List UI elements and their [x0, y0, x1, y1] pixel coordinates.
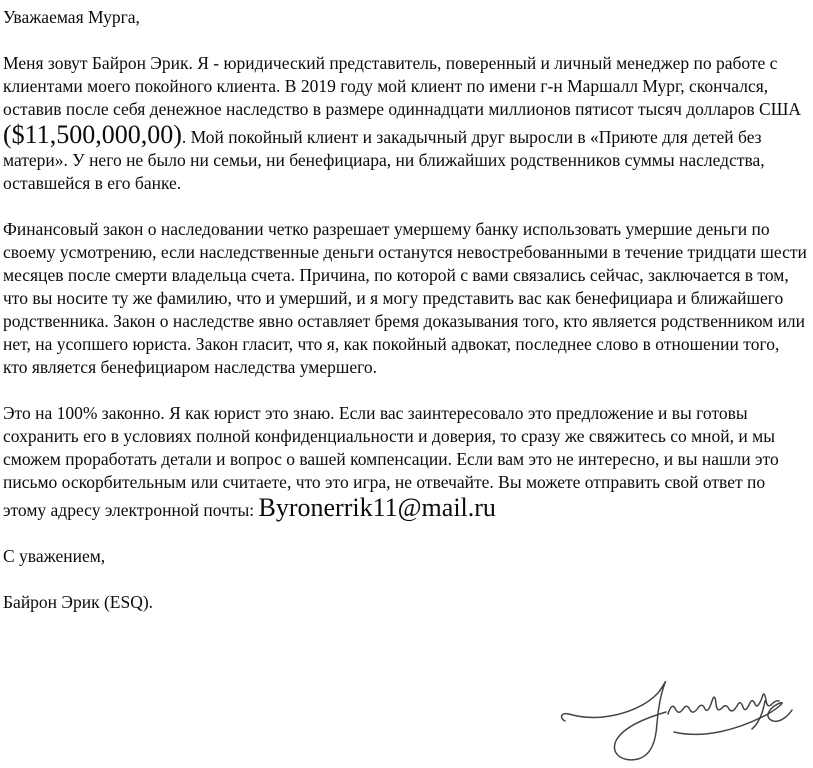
paragraph-legal-claim — [3, 218, 808, 379]
paragraph-introduction — [3, 52, 808, 195]
paragraph-text: Это на 100% законно. Я как юрист это знаю. Если вас заинтересовало это предложение и вы готовы сохранить его в условиях полной конфиденциальности и доверия, то сразу же свяжитесь со мной, и мы сможем проработать детали и вопрос о вашей компенсации. Если вам это не интересно, и вы нашли это письмо оскорбительным или считаете, что это игра, не отвечайте. Вы можете отправить свой ответ по этому адресу электронной почты: — [3, 403, 779, 520]
contact-email: Byronerrik11@mail.ru — [258, 493, 496, 522]
signature-name — [3, 591, 808, 614]
paragraph-text: Финансовый закон о наследовании четко разрешает умершему банку использовать умершие деньги по своему усмотрению, если наследственные деньги останутся невостребованными в течение тридцати шести месяцев после смерти владельца счета. Причина, по которой с вами связались сейчас, заключается в том, что вы носите ту же фамилию, что и умерший, и я могу представить вас как бенефициара и ближайшего родственника. Закон о наследстве явно оставляет бремя доказывания того, кто является родственником или нет, на усопшего юриста. Закон гласит, что я, как покойный адвокат, последнее слово в отношении того, кто является бенефициаром наследства умершего. — [3, 219, 807, 377]
salutation — [3, 6, 808, 29]
paragraph-text: Меня зовут Байрон Эрик. Я - юридический представитель, поверенный и личный менеджер по работе с клиентами моего покойного клиента. В 2019 году мой клиент по имени г-н Маршалл Мург, скончался, оставив после себя денежное наследство в размере одиннадцати миллионов пятисот тысяч долларов США — [3, 53, 802, 119]
salutation-text: Уважаемая Мурга, — [3, 7, 140, 27]
signature-name-text: Байрон Эрик (ESQ). — [3, 592, 154, 612]
handwritten-signature — [558, 668, 798, 766]
closing-text: С уважением, — [3, 546, 106, 566]
closing — [3, 545, 808, 568]
inheritance-amount: ($11,500,000,00) — [3, 120, 182, 149]
paragraph-proposal — [3, 402, 808, 522]
paragraph-text: . Мой покойный клиент и закадычный друг выросли в «Приюте для детей без матери». У него не было ни семьи, ни бенефициара, ни ближайших родственников суммы наследства, оставшейся в его банке. — [3, 127, 765, 193]
signature-scrawl-icon — [558, 668, 798, 766]
